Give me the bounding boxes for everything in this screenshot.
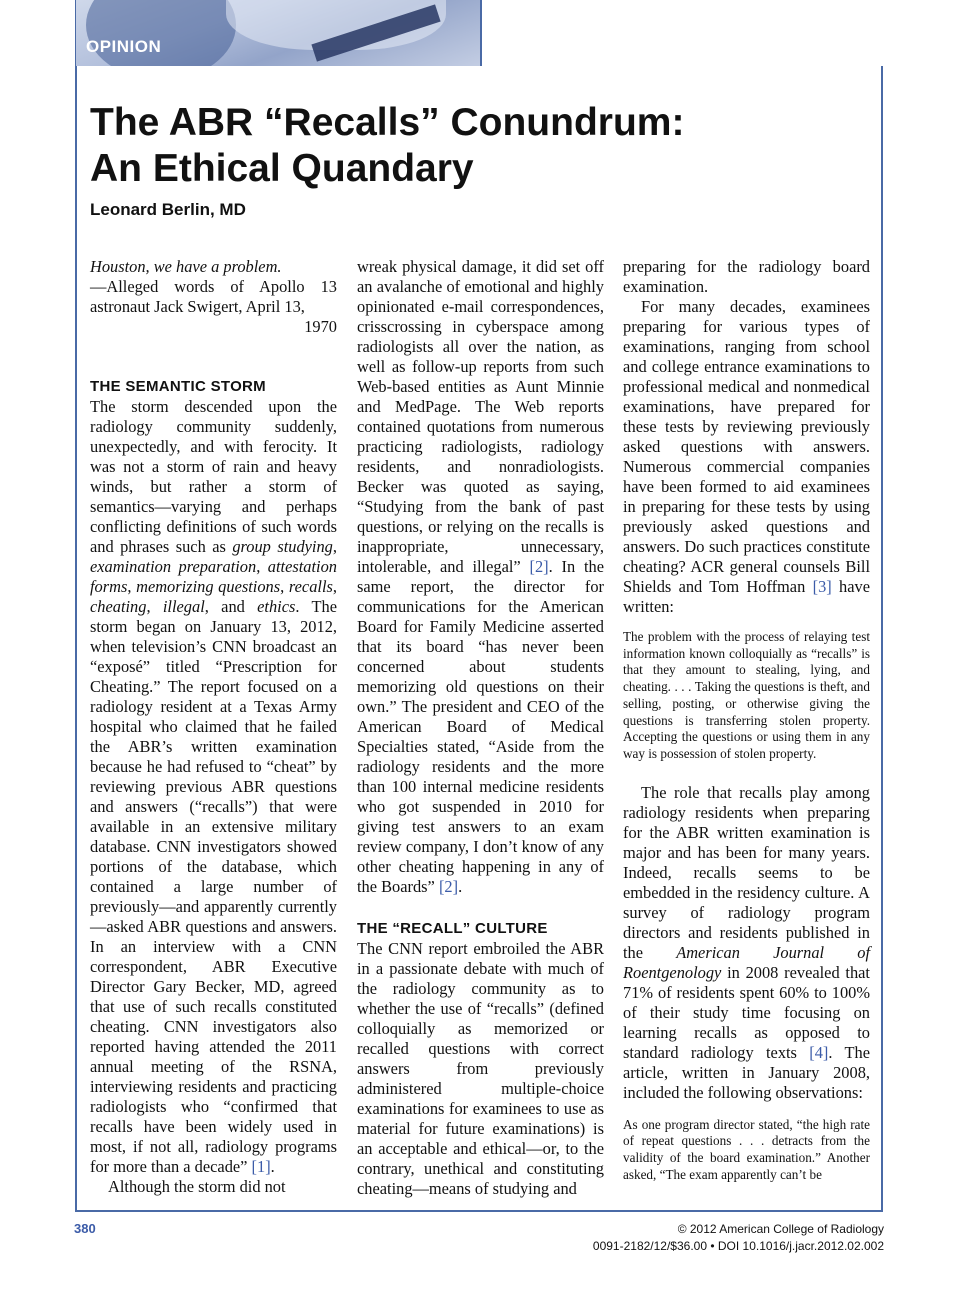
body-paragraph: Although the storm did not (108, 1177, 286, 1196)
column-2 (357, 257, 604, 1199)
author-byline: Leonard Berlin, MD (90, 200, 246, 219)
body-paragraph: preparing for the radiology board examination. (623, 257, 870, 296)
body-paragraph: The CNN report embroiled the ABR in a passionate debate with much of the radiology community as to whether the use of “recalls” (defined colloquially as memorized or recalled questions with correct answers from previously administered multiple-choice examinations for examinees to use as material for future examinations) is an acceptable and ethical—or, to the contrary, unethical and constituting cheating—means of studying and (357, 939, 604, 1198)
copyright-line: © 2012 American College of Radiology (677, 1222, 884, 1236)
section-heading-recall-culture: THE “RECALL” CULTURE (357, 920, 548, 937)
header-banner-blank (480, 0, 883, 66)
body-paragraph: The storm descended upon the radiology community suddenly, unexpectedly, and with ferocity. It was not a storm of rain and heavy winds, but rather a storm of semantics—varying and perhaps conflicting definitions of such words and phrases such as group studying, examination preparation, attestation forms, memorizing questions, recalls, cheating, illegal, and ethics. The storm began on January 13, 2012, when television’s CNN broadcast an “exposé” titled “Prescription for Cheating.” The report focused on a radiology resident at a Texas Army hospital who claimed that he failed the ABR’s written examination because he had refused to “cheat” by reviewing previous ABR questions and answers (“recalls”) that were available in an extensive military database. CNN investigators showed portions of the database, which contained a large number of previously—and apparently currently—asked ABR questions and answers. In an interview with a CNN correspondent, ABR Executive Director Gary Becker, MD, agreed that use of such recalls constituted cheating. CNN investigators also reported having attended the 2011 annual meeting of the RSNA, interviewing residents and practicing radiologists who “confirmed that recalls have been widely used in most, if not all, radiology programs for more than a decade” [1]. (90, 397, 337, 1176)
reference-link[interactable]: [2] (438, 877, 459, 896)
section-heading-semantic-storm: THE SEMANTIC STORM (90, 378, 266, 395)
column-3 (623, 257, 870, 1183)
epigraph-quote: Houston, we have a problem. (90, 257, 282, 276)
reference-link[interactable]: [3] (812, 577, 832, 596)
reference-link[interactable]: [1] (251, 1157, 271, 1176)
section-label: OPINION (86, 37, 162, 56)
column-1 (90, 257, 337, 1197)
body-paragraph: The role that recalls play among radiology residents when preparing for the ABR written examination is major and has been for many years. Indeed, recalls seems to be embedded in the residency culture. A survey of radiology program directors and residents published in the American Journal of Roentgenology in 2008 revealed that 71% of residents spent 60% to 100% of their study time focusing on learning recalls as opposed to standard radiology texts [4]. The article, written in January 2008, included the following observations: (623, 782, 871, 1102)
reference-link[interactable]: [2] (529, 557, 549, 576)
epigraph-year: 1970 (304, 317, 337, 336)
title-line-2: An Ethical Quandary (90, 147, 474, 190)
page-number: 380 (74, 1221, 96, 1236)
epigraph-attribution: —Alleged words of Apollo 13 astronaut Jack Swigert, April 13, (90, 277, 337, 316)
body-paragraph: wreak physical damage, it did set off an avalanche of emotional and highly opinionated e-mail correspondences, crisscrossing in cyberspace among radiologists all over the nation, as well as follow-up reports from such Web-based entities as Aunt Minnie and MedPage. The Web reports contained quotations from numerous practicing radiologists, radiology residents, and nonradiologists. Becker was quoted as saying, “Studying from the bank of past questions, or relying on the recalls is inappropriate, unnecessary, intolerable, and illegal” [2]. In the same report, the director for communications for the American Board for Family Medicine asserted that its board “has never been concerned about students memorizing old questions on their own.” The president and CEO of the American Board of Medical Specialties stated, “Aside from the radiology residents and the more than 100 internal medicine residents who got suspended in 2010 for giving test answers to an exam review company, I don’t know of any other cheating happening in any of the Boards” [2]. (357, 257, 604, 896)
article-title (90, 100, 850, 192)
footer-publication-info (593, 1221, 884, 1255)
title-line-1: The ABR “Recalls” Conundrum: (90, 101, 685, 144)
doi-line: 0091-2182/12/$36.00 • DOI 10.1016/j.jacr.2012.02.002 (592, 1239, 884, 1253)
block-quote: The problem with the process of relaying test information known colloquially as “recalls” is that they amount to stealing, lying, and cheating. . . . Taking the questions is theft, and selling, posting, or otherwise giving the questions is transferring stolen property. Accepting the questions or using them in any way is possession of stolen property. (623, 629, 870, 761)
body-paragraph: For many decades, examinees preparing for various types of examinations, ranging from school and college entrance examinations to professional medical and nonmedical examinations, have prepared for these tests by reviewing previously asked questions with answers. Numerous commercial companies have been formed to aid examinees in preparing for these tests by using previously asked questions and answers. Do such practices constitute cheating? ACR general counsels Bill Shields and Tom Hoffman [3] have written: (623, 297, 870, 616)
reference-link[interactable]: [4] (809, 1042, 829, 1062)
block-quote: As one program director stated, “the high rate of repeat questions . . . detracts from the validity of the board examination.” Another asked, “The exam apparently can’t be (623, 1116, 870, 1182)
